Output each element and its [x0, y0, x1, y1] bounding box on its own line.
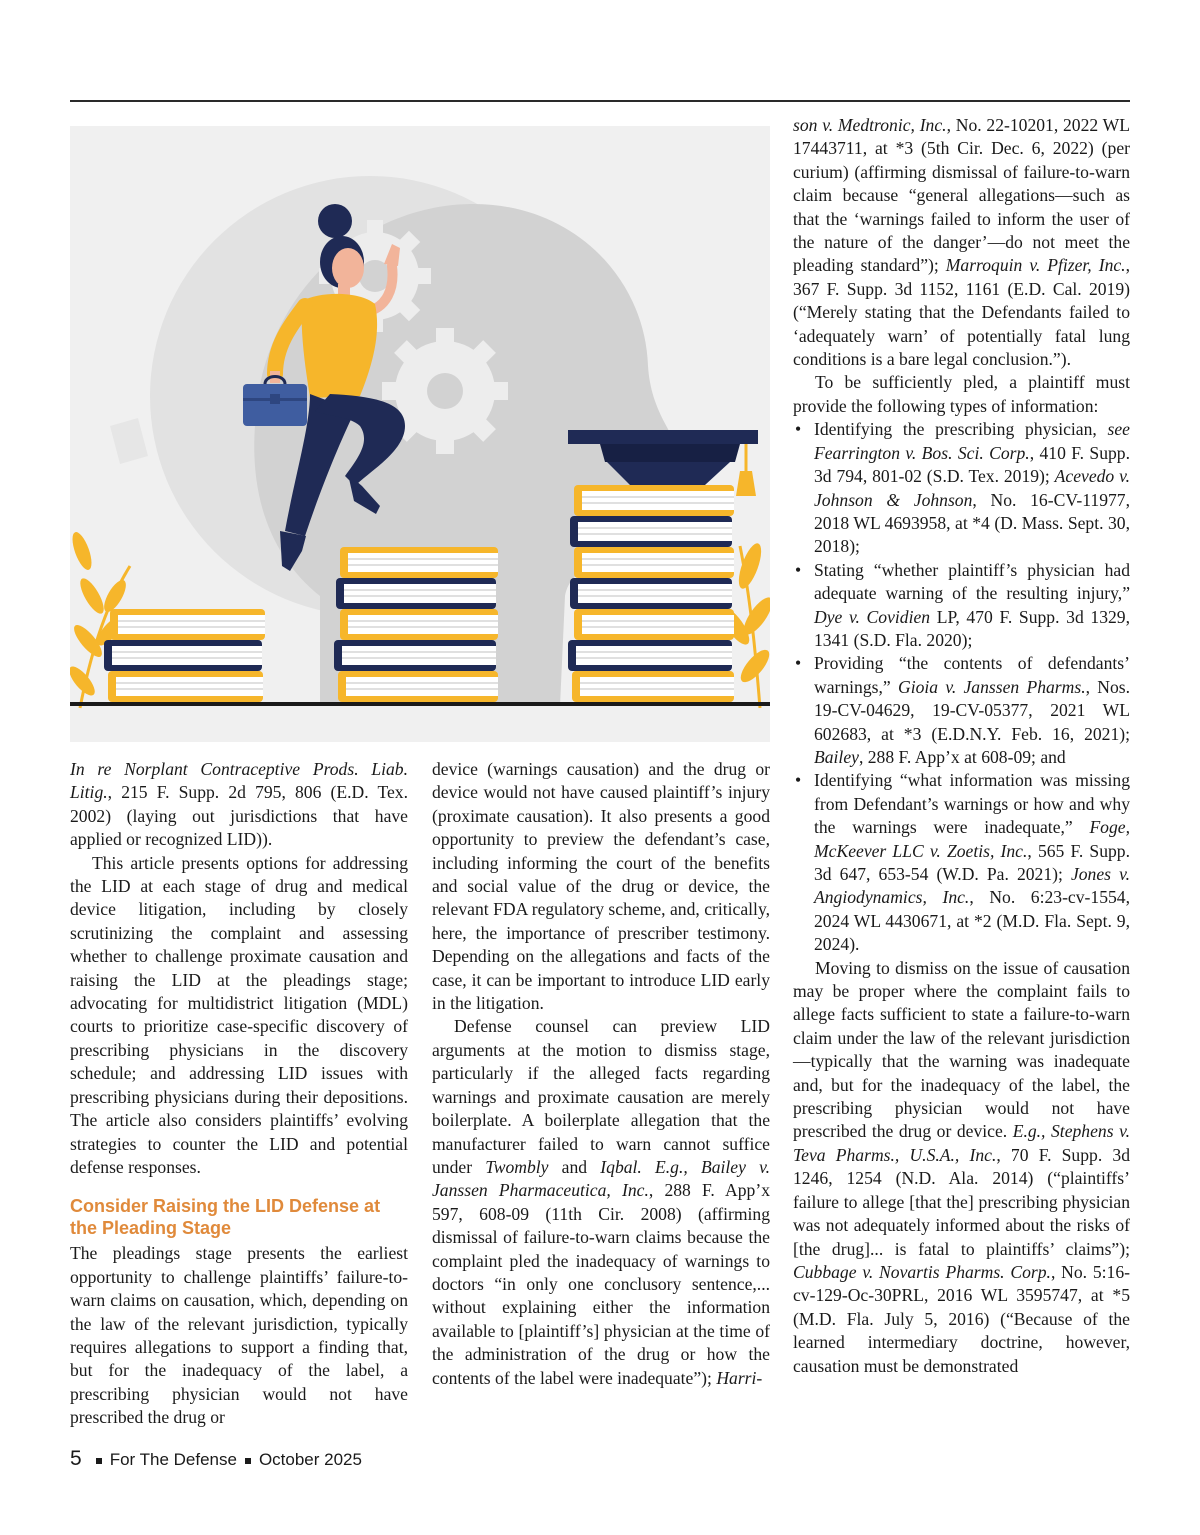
paragraph: To be sufficiently pled, a plaintiff must provide the following types of information: — [793, 372, 1130, 416]
column-3 — [793, 114, 1130, 1378]
case-citation: Foge, McKeever LLC v. Zoetis, Inc. — [814, 817, 1130, 861]
list-item: • Identifying “what information was missing from Defendant’s warnings or how and why the warnings were inadequate,” Foge, McKeever LLC v. Zoetis, Inc., 565 F. Supp. 3d 647, 653-54 (W.D. Pa. 2021); Jones v. Angiodynamics, Inc., No. 6:23-cv-1554, 2024 WL 4430671, at *2 (M.D. Fla. Sept. 9, 2024). — [795, 770, 1130, 955]
case-citation: Twombly — [485, 1156, 549, 1177]
article-illustration — [70, 126, 770, 742]
book-stack — [568, 485, 734, 702]
bullet-icon: • — [795, 419, 802, 440]
paper-icon — [110, 418, 148, 464]
publication-name: For The Defense — [109, 1450, 237, 1469]
page-footer — [70, 1447, 362, 1472]
list-item: • Stating “whether plaintiff’s physician had adequate warning of the resulting injury,” Dye v. Covidien LP, 470 F. Supp. 3d 1329, 1341 (S.D. Fla. 2020); — [795, 559, 1130, 650]
bullet-icon: • — [795, 770, 802, 791]
page-number: 5 — [70, 1447, 82, 1470]
section-heading: Consider Raising the LID Defense at the Pleading Stage — [70, 1196, 381, 1239]
paragraph: This article presents options for addressing the LID at each stage of drug and medical device litigation, including by closely scrutinizing the complaint and assessing whether to challenge proximate causation and raising the LID at the pleadings stage; advocating for multidistrict litigation (MDL) courts to prioritize case-specific discovery of prescribing physicians in the discovery schedule; and addressing LID issues with prescribing physicians during their depositions. The article also considers plaintiffs’ evolving strategies to counter the LID and potential defense responses. — [70, 852, 408, 1177]
case-citation: Gioia v. Janssen Pharms. — [897, 676, 1086, 697]
case-citation: see Fearrington v. Bos. Sci. Corp. — [814, 419, 1130, 463]
case-citation: Iqbal. E.g., Bailey v. Janssen Pharmaceutica, Inc. — [432, 1156, 771, 1201]
paragraph: Defense counsel can preview LID arguments at the motion to dismiss stage, particularly if the alleged facts regarding warnings and proximate causation are merely boilerplate. A boilerplate allegation that the manufacturer failed to warn cannot suffice under Twombly and Iqbal. E.g., Bailey v. Janssen Pharmaceutica, Inc., 288 F. App’x 597, 608-09 (11th Cir. 2008) (affirming dismissal of failure-to-warn claims because the complaint pled the inadequacy of warnings to doctors “in only one conclusory sentence,... without explaining either the information available to [plaintiff’s] physician at the time of the administration of the drug or how the contents of the label were inadequate”); Harri- — [432, 1016, 771, 1388]
bullet-icon: • — [795, 559, 802, 580]
case-citation: Marroquin v. Pfizer, Inc. — [945, 255, 1126, 276]
column-1 — [70, 758, 408, 1430]
list-item: • Identifying the prescribing physician, see Fearrington v. Bos. Sci. Corp., 410 F. Supp. 3d 794, 801-02 (S.D. Tex. 2019); Acevedo v. Johnson & Johnson, No. 16-CV-11977, 2018 WL 4693958, at *4 (D. Mass. Sept. 30, 2018); — [795, 419, 1131, 557]
separator-square-icon — [96, 1458, 102, 1464]
case-citation: Jones v. Angiodynamics, Inc. — [814, 864, 1130, 908]
paragraph: son v. Medtronic, Inc., No. 22-10201, 2022 WL 17443711, at *3 (5th Cir. Dec. 6, 2022) (per curium) (affirming dismissal of failure-to-warn claim because “general allegations—such as that the ‘warnings failed to inform the user of the nature of the danger’—do not meet the pleading standard”); Marroquin v. Pfizer, Inc., 367 F. Supp. 3d 1152, 1161 (E.D. Cal. 2019) (“Merely stating that the Defendants failed to ‘adequately warn’ of potentially fatal lung conditions is a bare legal conclusion.”). — [793, 115, 1131, 370]
book-stack — [104, 609, 265, 702]
requirements-list — [793, 418, 1130, 956]
paragraph: The pleadings stage presents the earliest opportunity to challenge plaintiffs’ failure-to-warn claims on causation, which, depending on the law of the relevant jurisdiction, typically requires allegations to support a finding that, but for the inadequacy of the label, a prescribing physician would not have prescribed the drug or — [70, 1243, 408, 1428]
top-rule — [70, 100, 1130, 102]
case-citation: son v. Medtronic, Inc. — [793, 115, 947, 135]
case-citation: E.g., Stephens v. Teva Pharms., U.S.A., Inc. — [793, 1121, 1130, 1165]
paragraph: In re Norplant Contraceptive Prods. Liab. Litig., 215 F. Supp. 2d 795, 806 (E.D. Tex. 2002) (laying out jurisdictions that have applied or recognized LID)). — [70, 759, 408, 850]
bullet-icon: • — [795, 653, 802, 674]
book-stack — [334, 547, 498, 702]
case-citation: Bailey — [814, 746, 859, 767]
case-citation: Harri- — [716, 1367, 763, 1388]
paragraph: Moving to dismiss on the issue of causation may be proper where the complaint fails to allege facts sufficient to state a failure-to-warn claim under the law of the relevant jurisdiction—typically that the warning was inadequate and, but for the inadequacy of the label, the prescribing physician would not have prescribed the drug or device. E.g., Stephens v. Teva Pharms., U.S.A., Inc., 70 F. Supp. 3d 1246, 1254 (N.D. Ala. 2014) (“plaintiffs’ failure to allege [that the] prescribing physician was not adequately informed about the risks of [the drug]... is fatal to plaintiffs’ claims”); Cubbage v. Novartis Pharms. Corp., No. 5:16-cv-129-Oc-30PRL, 2016 WL 3595747, at *5 (M.D. Fla. July 5, 2016) (“Because of the learned intermediary doctrine, however, causation must be demonstrated — [793, 957, 1131, 1376]
ground-line — [70, 702, 770, 706]
case-citation: Dye v. Covidien — [814, 606, 931, 627]
separator-square-icon — [245, 1458, 251, 1464]
paragraph: device (warnings causation) and the drug or device would not have caused plaintiff’s injury (proximate causation). It also presents a good opportunity to preview the defendant’s case, including informing the court of the benefits and social value of the drug or device, the relevant FDA regulatory scheme, and, critically, here, the importance of prescriber testimony. Depending on the allegations and facts of the case, it can be important to introduce LID early in the litigation. — [432, 759, 770, 1014]
issue-date: October 2025 — [258, 1450, 362, 1469]
case-citation: In re Norplant Contraceptive Prods. Liab. Litig. — [70, 759, 408, 803]
list-item: • Providing “the contents of defendants’ warnings,” Gioia v. Janssen Pharms., Nos. 19-CV-04629, 19-CV-05377, 2021 WL 602683, at *3 (E.D.N.Y. Feb. 16, 2021); Bailey, 288 F. App’x at 608-09; and — [795, 653, 1131, 767]
column-2 — [432, 758, 770, 1390]
case-citation: Acevedo v. Johnson & Johnson — [814, 466, 1130, 510]
case-citation: Cubbage v. Novartis Pharms. Corp. — [793, 1261, 1051, 1282]
